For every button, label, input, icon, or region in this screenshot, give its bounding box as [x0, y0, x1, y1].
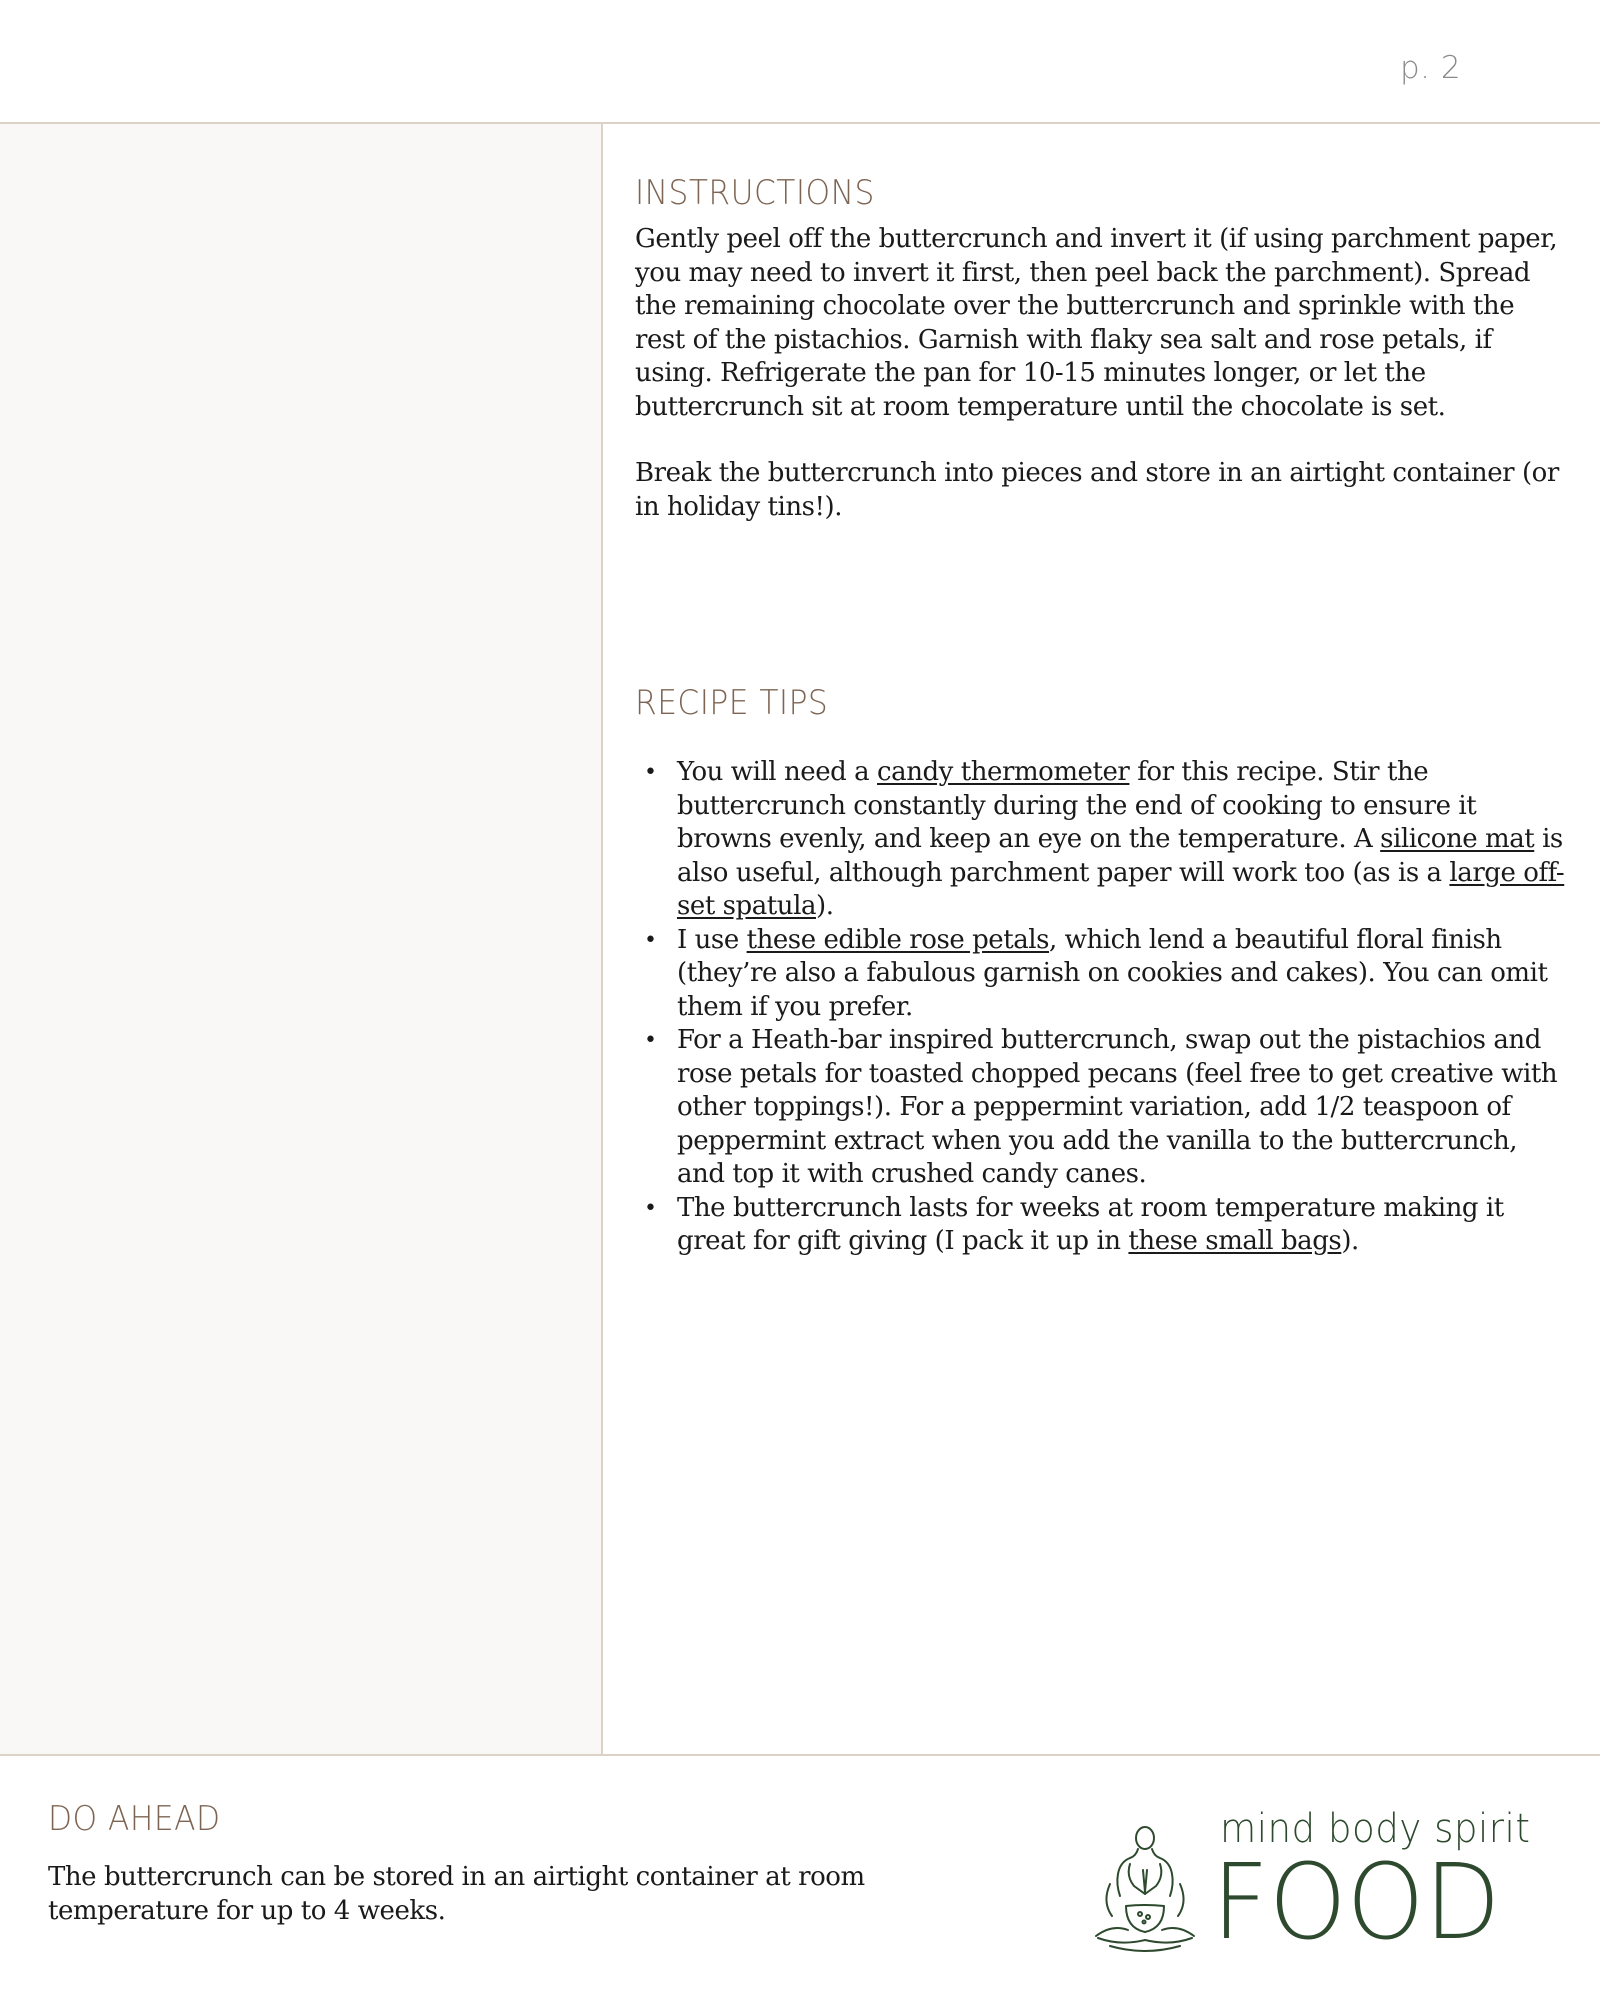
do-ahead-heading: DO AHEAD: [48, 1799, 221, 1839]
list-item: [635, 1192, 1565, 1259]
column-divider: [601, 124, 603, 1754]
logo-tagline: mind body spirit: [1220, 1806, 1531, 1852]
image-placeholder-panel: [0, 124, 601, 1754]
instructions-heading: INSTRUCTIONS: [635, 173, 875, 213]
bullet-icon: •: [644, 927, 657, 953]
do-ahead-text: The buttercrunch can be stored in an airtight container at room temperature for up to 4 weeks.: [48, 1862, 865, 1926]
recipe-tips-list: [635, 756, 1565, 1259]
page-number: p. 2: [1400, 50, 1462, 86]
bullet-icon: •: [644, 1028, 657, 1053]
tip-text: You will need a: [677, 757, 878, 787]
rose-petals-link[interactable]: these edible rose petals: [746, 924, 1050, 955]
recipe-tips-section: [635, 683, 1565, 1259]
tip-text: for this recipe. Stir the buttercrunch constantly during the end of cooking to ensure it browns evenly, and keep an eye on the temperature. A: [677, 757, 1477, 854]
logo-wordmark: FOOD: [1212, 1841, 1501, 1963]
footer-divider: [0, 1754, 1600, 1756]
meditating-figure-with-bowl-icon: [1090, 1824, 1200, 1964]
bullet-icon: •: [644, 760, 657, 785]
tip-text: The buttercrunch lasts for weeks at room temperature making it great for gift giving (I pack it up in: [677, 1192, 1504, 1256]
recipe-tips-heading: RECIPE TIPS: [635, 683, 829, 723]
list-item: [635, 1024, 1565, 1192]
instructions-paragraph: Break the buttercrunch into pieces and store in an airtight container (or in holiday tins!).: [635, 458, 1559, 522]
bullet-icon: •: [644, 1195, 657, 1221]
brand-logo: [1090, 1806, 1570, 1966]
instructions-paragraph: Gently peel off the buttercrunch and invert it (if using parchment paper, you may need to invert it first, then peel back the parchment). Spread the remaining chocolate over the buttercrunch and sprinkle with the rest of the pistachios. Garnish with flaky sea salt and rose petals, if using. Refrigerate the pan for 10-15 minutes longer, or let the buttercrunch sit at room temperature until the chocolate is set.: [635, 224, 1558, 422]
list-item: [635, 924, 1565, 1025]
list-item: [635, 756, 1565, 924]
tip-text: I use: [677, 924, 747, 955]
silicone-mat-link[interactable]: silicone mat: [1380, 824, 1535, 854]
tip-text: , which lend a beautiful floral finish (they’re also a fabulous garnish on cookies and cakes). You can omit them if you prefer.: [677, 924, 1548, 1022]
spatula-link[interactable]: large off-set spatula: [677, 857, 1565, 921]
tip-text: ).: [1341, 1226, 1359, 1256]
small-bags-link[interactable]: these small bags: [1128, 1226, 1342, 1256]
tip-text: For a Heath-bar inspired buttercrunch, swap out the pistachios and rose petals for toasted chopped pecans (feel free to get creative with other toppings!). For a peppermint variation, add 1/2 teaspoon of peppermint extract when you add the vanilla to the buttercrunch, and top it with crushed candy canes.: [677, 1025, 1558, 1189]
tip-text: is also useful, although parchment paper will work too (as is a: [677, 824, 1563, 888]
tip-text: ).: [816, 891, 834, 921]
do-ahead-section: [48, 1799, 948, 1928]
candy-thermometer-link[interactable]: candy thermometer: [877, 757, 1130, 787]
instructions-section: [635, 173, 1565, 524]
